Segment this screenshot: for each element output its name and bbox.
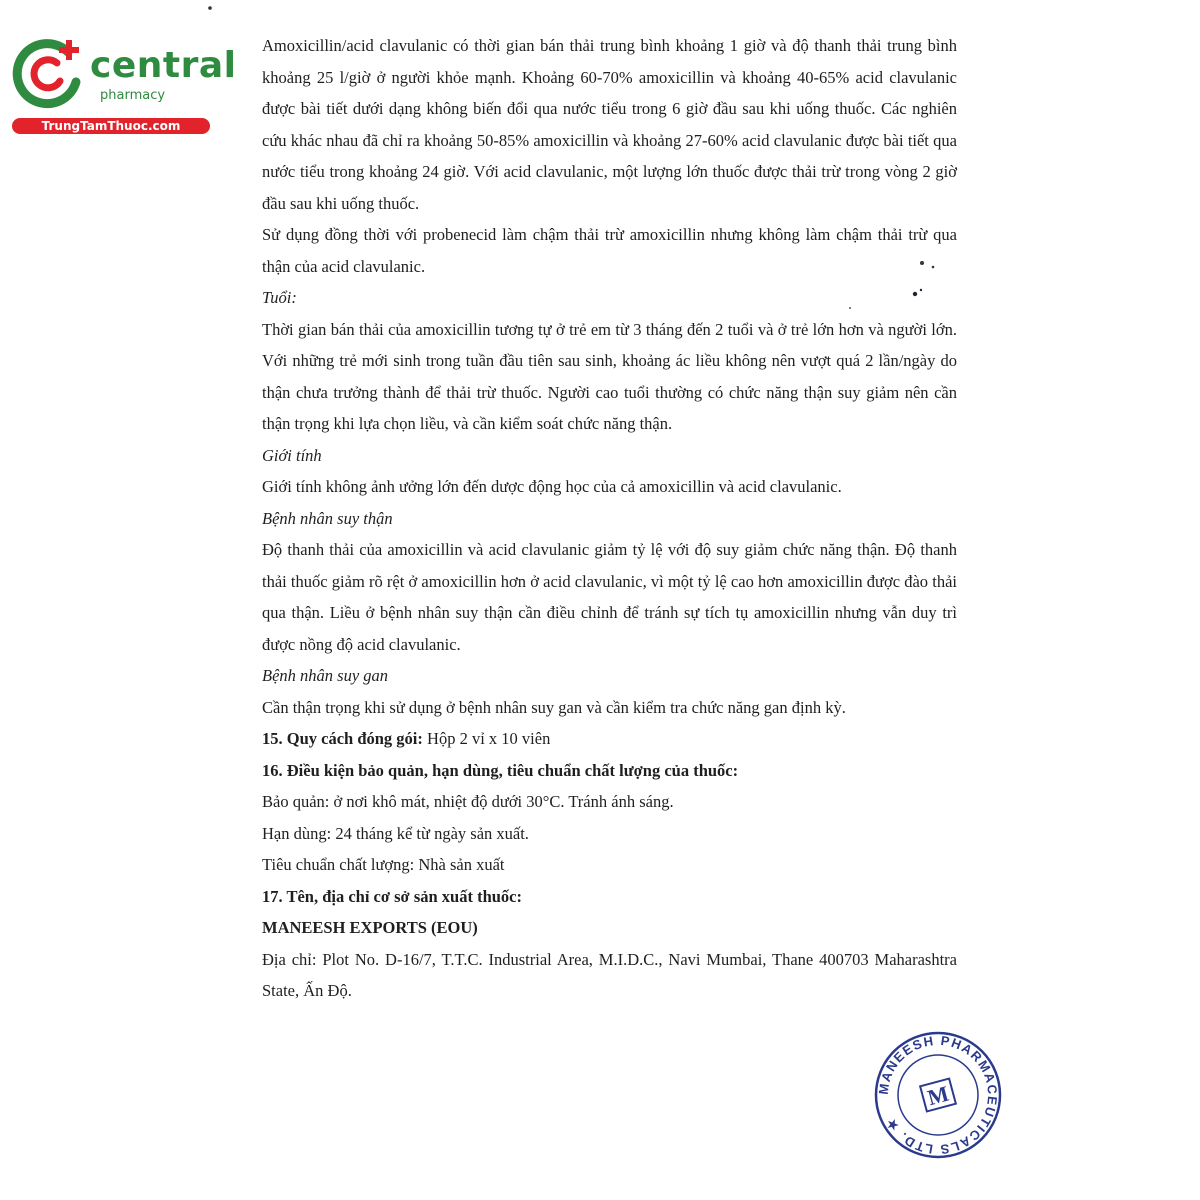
- logo-brand: central: [90, 45, 237, 86]
- section-15-label: 15. Quy cách đóng gói:: [262, 729, 423, 748]
- company-stamp: [868, 1030, 1008, 1160]
- expiry-line: Hạn dùng: 24 tháng kể từ ngày sản xuất.: [262, 823, 529, 843]
- storage-line: Bảo quản: ở nơi khô mát, nhiệt độ dưới 30°C. Tránh ánh sáng.: [262, 792, 674, 811]
- logo-site-banner: TrungTamThuoc.com: [12, 118, 210, 134]
- stamp-ring-text: MANEESH PHARMACEUTICALS LTD. ★: [875, 1032, 1001, 1158]
- document-body: [262, 30, 957, 1007]
- heading-sex: Giới tính: [262, 445, 322, 465]
- paragraph-sex: Giới tính không ảnh ưởng lớn đến dược động học của cả amoxicillin và acid clavulanic.: [262, 477, 842, 496]
- heading-age: Tuổi:: [262, 288, 297, 307]
- section-17-heading: 17. Tên, địa chỉ cơ sở sản xuất thuốc:: [262, 886, 523, 906]
- heading-renal: Bệnh nhân suy thận: [262, 508, 393, 528]
- paragraph-renal: Độ thanh thải của amoxicillin và acid clavulanic giảm tỷ lệ với độ suy giảm chức năng thận. Độ thanh thải thuốc giảm rõ rệt ở amoxicillin hơn ở acid clavulanic, vì một tỷ lệ cao hơn amoxicillin được đào thải qua thận. Liều ở bệnh nhân suy thận cần điều chỉnh để tránh sự tích tụ amoxicillin nhưng vẫn duy trì được nồng độ acid clavulanic.: [262, 540, 957, 654]
- paragraph-age: Thời gian bán thải của amoxicillin tương tự ở trẻ em từ 3 tháng đến 2 tuổi và ở trẻ lớn hơn và người lớn. Với những trẻ mới sinh trong tuần đầu tiên sau sinh, khoảng ác liều không nên vượt quá 2 lần/ngày do thận chưa trưởng thành để thải trừ thuốc. Người cao tuổi thường có chức năng thận suy giảm nên cần thận trọng khi lựa chọn liều, và cần kiểm soát chức năng thận.: [262, 319, 957, 433]
- section-15-value: Hộp 2 vỉ x 10 viên: [422, 729, 551, 748]
- standard-line: Tiêu chuẩn chất lượng: Nhà sản xuất: [262, 855, 505, 874]
- logo-subtitle: pharmacy: [100, 88, 166, 103]
- paragraph-probenecid: Sử dụng đồng thời với probenecid làm chậm thải trừ amoxicillin nhưng không làm chậm thải trừ qua thận của acid clavulanic.: [262, 225, 957, 276]
- heading-liver: Bệnh nhân suy gan: [262, 666, 389, 685]
- central-logo-icon: [10, 36, 92, 116]
- stamp-mark: M: [924, 1080, 952, 1111]
- pharmacy-logo: [10, 36, 237, 136]
- manufacturer-address: Địa chỉ: Plot No. D-16/7, T.T.C. Industrial Area, M.I.D.C., Navi Mumbai, Thane 400703 Maharashtra State, Ấn Độ.: [262, 949, 957, 1000]
- section-16-heading: 16. Điều kiện bảo quản, hạn dùng, tiêu chuẩn chất lượng của thuốc:: [262, 760, 739, 780]
- manufacturer-name: MANEESH EXPORTS (EOU): [262, 918, 478, 937]
- paragraph-elimination: Amoxicillin/acid clavulanic có thời gian bán thải trung bình khoảng 1 giờ và độ thanh thải trung bình khoảng 25 l/giờ ở người khỏe mạnh. Khoảng 60-70% amoxicillin và khoảng 40-65% acid clavulanic được bài tiết dưới dạng không biến đổi qua nước tiểu trong 6 giờ đầu sau khi uống thuốc. Các nghiên cứu khác nhau đã chỉ ra khoảng 50-85% amoxicillin và khoảng 27-60% acid clavulanic được bài tiết qua nước tiểu trong khoảng 24 giờ. Với acid clavulanic, một lượng lớn thuốc được thải trừ trong vòng 2 giờ đầu sau khi uống thuốc.: [262, 36, 957, 213]
- paragraph-liver: Cần thận trọng khi sử dụng ở bệnh nhân suy gan và cần kiểm tra chức năng gan định kỳ.: [262, 697, 846, 717]
- section-15: [262, 723, 957, 755]
